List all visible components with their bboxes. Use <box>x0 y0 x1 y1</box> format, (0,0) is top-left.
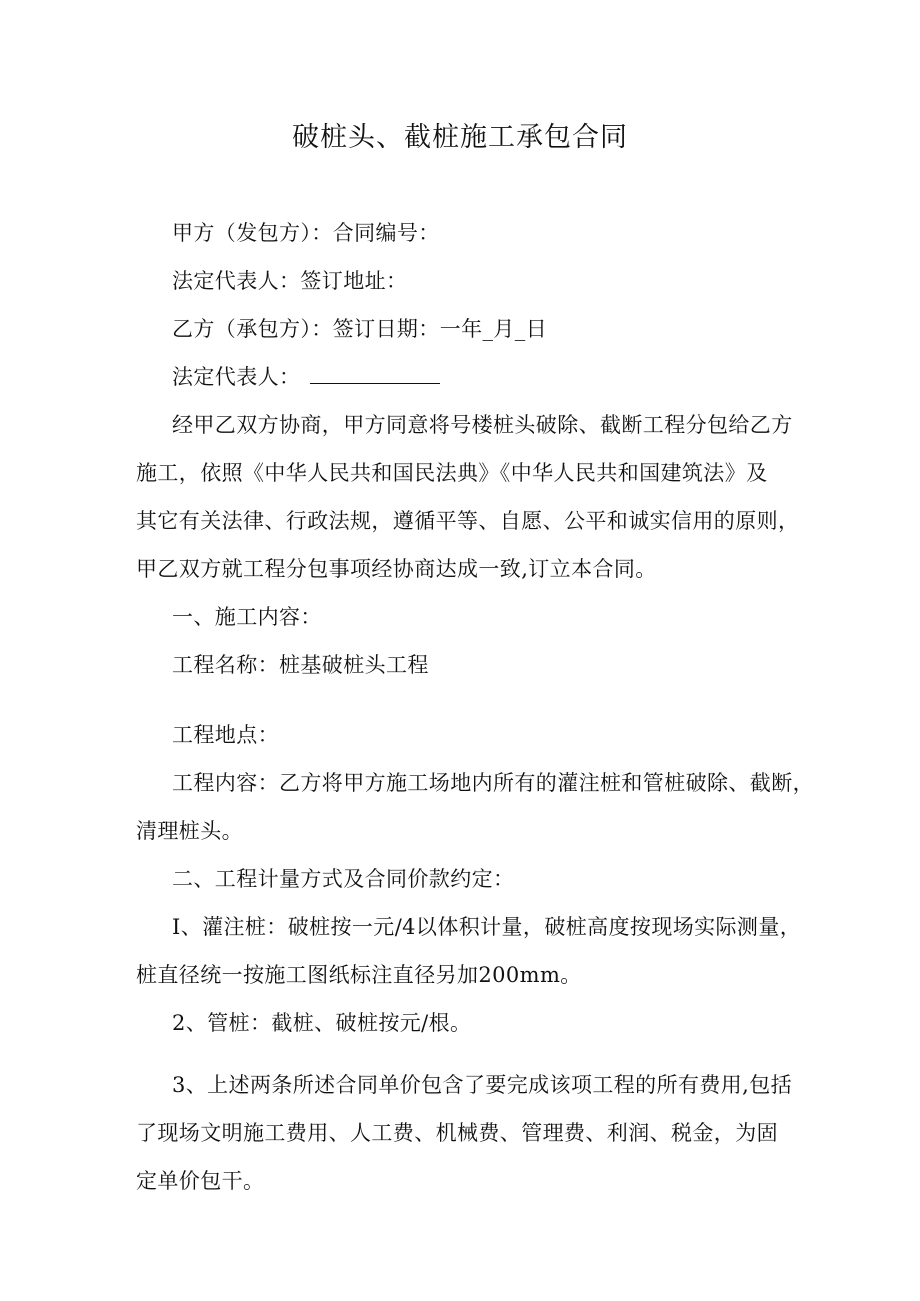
legal-rep-line-2 <box>172 362 812 392</box>
item3-line: 3、上述两条所述合同单价包含了要完成该项工程的所有费用,包括 <box>172 1073 793 1097</box>
preamble-line: 施工，依照《中华人民共和国民法典》《中华人民共和国建筑法》及 <box>136 461 768 485</box>
signature-blank <box>310 363 440 384</box>
project-location: 工程地点： <box>172 723 279 747</box>
preamble-line: 甲乙双方就工程分包事项经协商达成一致,订立本合同。 <box>136 557 657 581</box>
legal-rep-line-1: 法定代表人：签订地址： <box>172 269 408 293</box>
item3-line: 定单价包干。 <box>136 1169 265 1193</box>
item2-line: 2、管桩：截桩、破桩按元/根。 <box>172 1011 472 1035</box>
document-title: 破桩头、截桩施工承包合同 <box>292 122 628 153</box>
section1-heading: 一、施工内容： <box>172 605 322 629</box>
project-name: 工程名称：桩基破桩头工程 <box>172 653 429 677</box>
preamble-line: 经甲乙双方协商，甲方同意将号楼桩头破除、截断工程分包给乙方 <box>172 413 793 437</box>
party-b-line: 乙方（承包方）：签订日期：一年_月_日 <box>172 317 548 341</box>
project-content-line: 工程内容：乙方将甲方施工场地内所有的灌注桩和管桩破除、截断， <box>172 771 814 795</box>
item1-line: 桩直径统一按施工图纸标注直径另加200mm。 <box>136 963 582 987</box>
section2-heading: 二、工程计量方式及合同价款约定： <box>172 867 515 891</box>
preamble-line: 其它有关法律、行政法规，遵循平等、自愿、公平和诚实信用的原则， <box>136 509 800 533</box>
item3-line: 了现场文明施工费用、人工费、机械费、管理费、利润、税金，为固 <box>136 1121 778 1145</box>
party-a-line: 甲方（发包方）：合同编号： <box>172 221 440 245</box>
project-content-line: 清理桩头。 <box>136 819 243 843</box>
legal-rep-label: 法定代表人： <box>172 365 301 389</box>
item1-line: I、灌注桩：破桩按一元/4以体积计量，破桩高度按现场实际测量， <box>172 915 802 939</box>
